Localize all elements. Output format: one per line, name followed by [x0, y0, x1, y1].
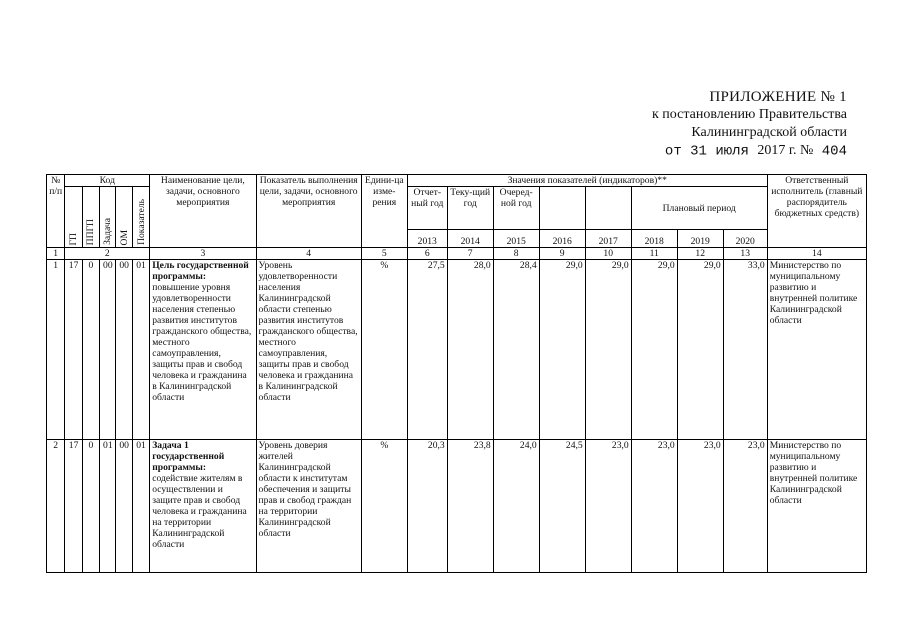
code-task: 00 [100, 260, 116, 440]
indicators-table [46, 174, 867, 573]
colnum: 2 [65, 248, 150, 260]
indicator-text: Уровень доверия жителей Калининградской области к институтам обеспечения и защиты прав и свобод граждан на территории Калининградской области [256, 440, 361, 573]
value-2014: 23,8 [447, 440, 493, 573]
value-2016: 24,5 [539, 440, 585, 573]
table-row [47, 260, 867, 440]
colnum: 8 [493, 248, 539, 260]
code-col-gp: ГП [65, 187, 82, 248]
year-2019: 2019 [677, 230, 723, 248]
value-2018: 29,0 [631, 260, 677, 440]
column-number-row [47, 248, 867, 260]
year-2017: 2017 [585, 230, 631, 248]
table-row [47, 440, 867, 573]
goal-cell [150, 260, 256, 440]
code-col-indicator: Показатель [132, 187, 149, 248]
unit: % [361, 440, 407, 573]
header-current-year: Теку-щий год [447, 187, 493, 230]
code-om: 00 [116, 440, 132, 573]
header-planned: Плановый период [631, 187, 767, 230]
code-indicator: 01 [132, 260, 149, 440]
code-gp: 17 [65, 440, 82, 573]
appendix-region: Калининградской области [691, 125, 847, 140]
colnum: 13 [723, 248, 767, 260]
year-2014: 2014 [447, 230, 493, 248]
year-2015: 2015 [493, 230, 539, 248]
colnum: 11 [631, 248, 677, 260]
colnum: 1 [47, 248, 65, 260]
header-blank-2017 [585, 187, 631, 230]
colnum: 10 [585, 248, 631, 260]
value-2015: 28,4 [493, 260, 539, 440]
colnum: 4 [256, 248, 361, 260]
value-2017: 23,0 [585, 440, 631, 573]
row-number: 1 [47, 260, 65, 440]
responsible: Министерство по муниципальному развитию и внутренней политике Калининградской области [767, 260, 866, 440]
task-text: содействие жителям в осуществлении и защите прав и свобод человека и гражданина на территории Калининградской области [152, 473, 247, 550]
unit: % [361, 260, 407, 440]
appendix-title: ПРИЛОЖЕНИЕ № 1 [709, 89, 847, 105]
header-num: № п/п [47, 175, 65, 248]
colnum: 14 [767, 248, 866, 260]
value-2019: 23,0 [677, 440, 723, 573]
code-task: 01 [100, 440, 116, 573]
code-om: 00 [116, 260, 132, 440]
value-2020: 23,0 [723, 440, 767, 573]
code-ppgp: 0 [82, 440, 99, 573]
code-ppgp: 0 [82, 260, 99, 440]
value-2019: 29,0 [677, 260, 723, 440]
colnum: 5 [361, 248, 407, 260]
colnum: 6 [407, 248, 447, 260]
code-gp: 17 [65, 260, 82, 440]
order-number: 404 [821, 143, 847, 160]
value-2020: 33,0 [723, 260, 767, 440]
appendix-header [652, 88, 847, 161]
value-2014: 28,0 [447, 260, 493, 440]
header-values: Значения показателей (индикаторов)** [407, 175, 767, 187]
value-2013: 27,5 [407, 260, 447, 440]
colnum: 9 [539, 248, 585, 260]
value-2017: 29,0 [585, 260, 631, 440]
header-blank-2016 [539, 187, 585, 230]
code-col-om: ОМ [116, 187, 132, 248]
order-year: 2017 г. № [757, 143, 814, 158]
code-col-ppgp: ППГП [82, 187, 99, 248]
header-next-year: Очеред-ной год [493, 187, 539, 230]
order-line [652, 142, 847, 161]
code-indicator: 01 [132, 440, 149, 573]
colnum: 3 [150, 248, 256, 260]
year-2016: 2016 [539, 230, 585, 248]
header-name: Наименование цели, задачи, основного мероприятия [150, 175, 256, 248]
order-date: от 31 июля [664, 143, 749, 160]
row-number: 2 [47, 440, 65, 573]
goal-title: Цель государственной программы: [152, 260, 249, 282]
year-2018: 2018 [631, 230, 677, 248]
colnum: 12 [677, 248, 723, 260]
header-indicator: Показатель выполнения цели, задачи, основного мероприятия [256, 175, 361, 248]
year-2013: 2013 [407, 230, 447, 248]
responsible: Министерство по муниципальному развитию и внутренней политике Калининградской области [767, 440, 866, 573]
task-title: Задача 1 государственной программы: [152, 440, 225, 473]
task-cell [150, 440, 256, 573]
appendix-subtitle: к постановлению Правительства [651, 107, 847, 122]
year-2020: 2020 [723, 230, 767, 248]
value-2015: 24,0 [493, 440, 539, 573]
header-responsible: Ответственный исполнитель (главный распорядитель бюджетных средств) [767, 175, 866, 248]
value-2016: 29,0 [539, 260, 585, 440]
header-code: Код [65, 175, 150, 187]
value-2018: 23,0 [631, 440, 677, 573]
indicator-text: Уровень удовлетворенности населения Калининградской области степенью развития институтов гражданского общества, местного самоуправления, защиты прав и свобод человека и гражданина в Калининградской области [256, 260, 361, 440]
value-2013: 20,3 [407, 440, 447, 573]
header-report-year: Отчет-ный год [407, 187, 447, 230]
goal-text: повышение уровня удовлетворенности населения степенью развития институтов гражданского общества, местного самоуправления, защиты прав и свобод человека и гражданина в Калининградской области [152, 282, 252, 403]
code-col-task: Задача [100, 187, 116, 248]
colnum: 7 [447, 248, 493, 260]
header-unit: Едини-ца изме-рения [361, 175, 407, 248]
